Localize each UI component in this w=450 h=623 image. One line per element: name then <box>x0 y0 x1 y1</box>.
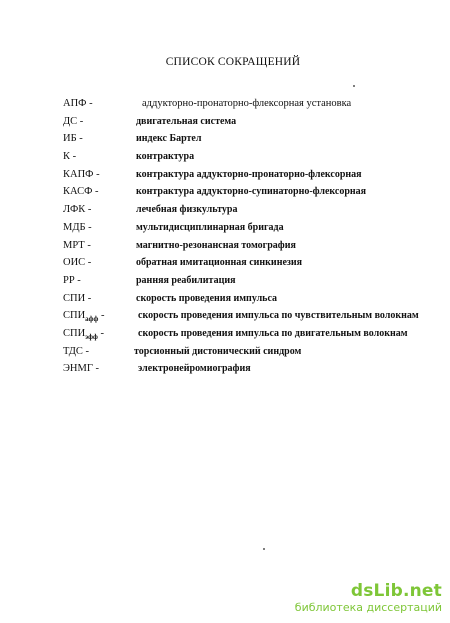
watermark-subtitle: библиотека диссертаций <box>294 601 442 614</box>
abbreviation-term: МДБ - <box>63 221 92 233</box>
term-base: СПИ <box>63 310 86 322</box>
abbreviation-definition: лечебная физкультура <box>136 204 238 216</box>
term-subscript: эфф <box>85 333 98 342</box>
abbreviation-row <box>63 325 423 343</box>
term-subscript: афф <box>85 315 99 324</box>
abbreviation-term: КАПФ - <box>63 168 100 180</box>
abbreviation-term: ДС - <box>63 115 84 127</box>
abbreviation-term: КАСФ - <box>63 186 99 198</box>
abbreviation-row <box>63 307 423 325</box>
abbreviation-list <box>63 95 423 378</box>
abbreviation-term: К - <box>63 151 77 163</box>
abbreviation-definition: контрактура аддукторно-супинаторно-флексорная <box>136 186 367 198</box>
abbreviation-row <box>63 272 423 290</box>
term-dash: - <box>97 327 104 339</box>
abbreviation-definition: торсионный дистонический синдром <box>134 345 302 357</box>
abbreviation-term: ИБ - <box>63 133 83 145</box>
term-dash: - <box>98 310 105 322</box>
abbreviation-row <box>63 343 423 361</box>
abbreviation-definition: контрактура аддукторно-пронаторно-флексорная <box>136 168 362 180</box>
abbreviation-row <box>63 166 423 184</box>
abbreviation-row <box>63 95 423 113</box>
abbreviation-definition: обратная имитационная синкинезия <box>136 257 303 269</box>
scan-speck <box>353 85 355 87</box>
abbreviation-term: ТДС - <box>63 345 90 357</box>
abbreviation-term: ОИС - <box>63 257 92 269</box>
abbreviation-row <box>63 148 423 166</box>
abbreviation-row <box>63 201 423 219</box>
scan-speck <box>263 548 265 550</box>
abbreviation-term: ЛФК - <box>63 204 92 216</box>
abbreviation-definition: ранняя реабилитация <box>136 274 236 286</box>
abbreviation-row <box>63 290 423 308</box>
abbreviation-definition: скорость проведения импульса по двигательным волокнам <box>138 327 408 339</box>
watermark-logo: dsLib.net <box>350 581 442 601</box>
abbreviation-term: МРТ - <box>63 239 91 251</box>
abbreviation-definition: электронейромиография <box>138 363 251 375</box>
abbreviation-definition: магнитно-резонансная томография <box>136 239 296 251</box>
abbreviation-row <box>63 113 423 131</box>
abbreviation-definition: мультидисциплинарная бригада <box>136 221 284 233</box>
abbreviation-definition: двигательная система <box>136 115 237 127</box>
abbreviation-definition: индекс Бартел <box>136 133 202 145</box>
abbreviation-row <box>63 254 423 272</box>
abbreviation-term: ЭНМГ - <box>63 363 100 375</box>
term-base: СПИ <box>63 327 86 339</box>
abbreviation-term: АПФ - <box>63 98 93 109</box>
abbreviation-row <box>63 360 423 378</box>
abbreviation-row <box>63 183 423 201</box>
abbreviation-definition: аддукторно-пронаторно-флексорная установка <box>142 98 352 109</box>
page-title: СПИСОК СОКРАЩЕНИЙ <box>165 56 301 68</box>
abbreviation-definition: контрактура <box>136 151 195 163</box>
abbreviation-definition: скорость проведения импульса <box>136 292 278 304</box>
abbreviation-row <box>63 219 423 237</box>
abbreviation-row <box>63 130 423 148</box>
abbreviation-term: РР - <box>63 274 81 286</box>
watermark <box>292 581 442 615</box>
abbreviation-definition: скорость проведения импульса по чувствительным волокнам <box>138 310 419 322</box>
abbreviation-row <box>63 237 423 255</box>
abbreviation-term: СПИ - <box>63 292 92 304</box>
